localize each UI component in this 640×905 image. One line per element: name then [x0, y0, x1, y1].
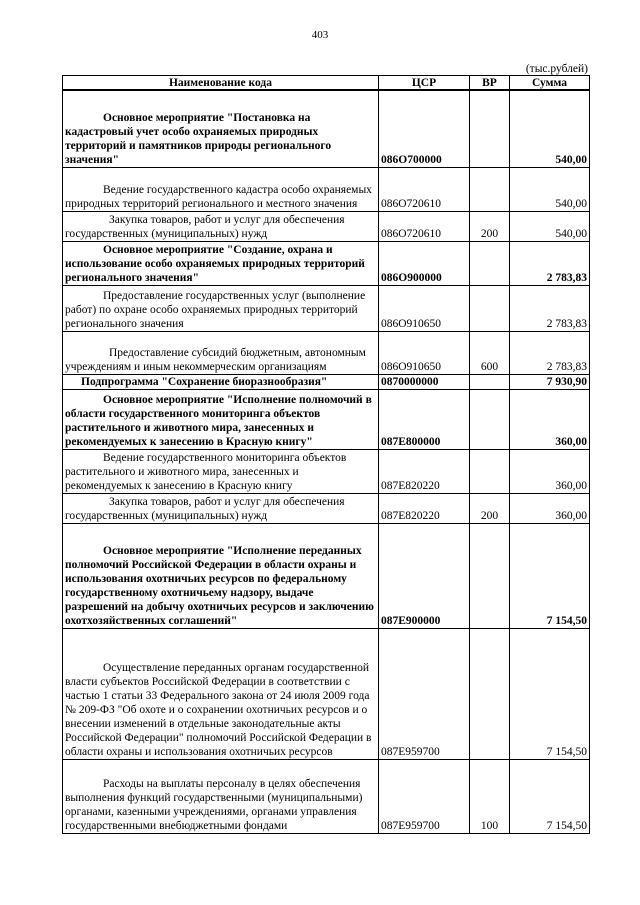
row-vr — [470, 628, 510, 759]
row-sum: 360,00 — [510, 493, 590, 523]
units-label: (тыс.рублей) — [525, 63, 588, 75]
row-csr: 086O910650 — [379, 285, 470, 331]
row-sum: 7 154,50 — [510, 759, 590, 833]
header-csr: ЦСР — [379, 76, 470, 91]
row-sum: 2 783,83 — [510, 285, 590, 331]
row-csr: 086O700000 — [379, 90, 470, 167]
table-row — [63, 167, 590, 211]
row-csr: 087E820220 — [379, 449, 470, 493]
table-row — [63, 374, 590, 389]
row-vr — [470, 241, 510, 285]
row-sum: 7 154,50 — [510, 523, 590, 628]
row-vr: 200 — [470, 493, 510, 523]
row-sum: 2 783,83 — [510, 331, 590, 374]
row-name: Ведение государственного кадастра особо охраняемых природных территорий регионального и местного значения — [65, 183, 372, 210]
table-row — [63, 90, 590, 167]
row-sum: 540,00 — [510, 167, 590, 211]
row-name: Закупка товаров, работ и услуг для обеспечения государственных (муниципальных) нужд — [65, 495, 345, 522]
row-vr — [470, 285, 510, 331]
table-row — [63, 331, 590, 374]
table-row — [63, 628, 590, 759]
row-csr: 086O900000 — [379, 241, 470, 285]
table-row — [63, 493, 590, 523]
table-row — [63, 241, 590, 285]
row-name: Основное мероприятие "Создание, охрана и использование особо охраняемых природных территорий регионального значения" — [65, 243, 365, 284]
row-csr: 087E800000 — [379, 389, 470, 449]
row-csr: 0870000000 — [379, 374, 470, 389]
header-name: Наименование кода — [63, 76, 379, 91]
row-sum: 360,00 — [510, 449, 590, 493]
budget-table — [62, 75, 590, 834]
row-sum: 540,00 — [510, 90, 590, 167]
table-row — [63, 211, 590, 241]
page-number: 403 — [311, 29, 329, 41]
row-csr: 086O720610 — [379, 211, 470, 241]
row-csr: 087E900000 — [379, 523, 470, 628]
row-name: Основное мероприятие "Исполнение полномочий в области государственного мониторинга объектов растительного и животного мира, занесенных и рекомендуемых к занесению в Красную книгу" — [65, 393, 372, 448]
row-vr — [470, 90, 510, 167]
row-name: Предоставление государственных услуг (выполнение работ) по охране особо охраняемых природных территорий регионального значения — [65, 289, 366, 330]
row-name: Осуществление переданных органам государственной власти субъектов Российской Федерации в соответствии с частью 1 статьи 33 Федерального закона от 24 июля 2009 года № 209-ФЗ "Об охоте и о сохранении охотничьих ресурсов и о внесении изменений в отдельные законодательные акты Российской Федерации" полномочий Российской Федерации в области охраны и использования охотничьих ресурсов — [65, 661, 372, 758]
row-csr: 086O720610 — [379, 167, 470, 211]
row-vr — [470, 523, 510, 628]
row-vr — [470, 167, 510, 211]
row-vr: 600 — [470, 331, 510, 374]
row-name: Предоставление субсидий бюджетным, автономным учреждениям и иным некоммерческим организациям — [65, 346, 366, 373]
row-sum: 7 154,50 — [510, 628, 590, 759]
row-name: Подпрограмма "Сохранение биоразнообразия" — [81, 375, 328, 388]
table-row — [63, 449, 590, 493]
table-row — [63, 759, 590, 833]
row-sum: 360,00 — [510, 389, 590, 449]
row-name: Расходы на выплаты персоналу в целях обеспечения выполнения функций государственными (муниципальными) органами, казенными учреждениями, органами управления государственными внебюджетными фондами — [65, 777, 363, 832]
row-csr: 087E959700 — [379, 628, 470, 759]
table-header-row — [63, 76, 590, 91]
row-csr: 087E820220 — [379, 493, 470, 523]
table-row — [63, 523, 590, 628]
row-name: Ведение государственного мониторинга объектов растительного и животного мира, занесенных и рекомендуемых к занесению в Красную книгу — [65, 451, 347, 492]
header-sum: Сумма — [510, 76, 590, 91]
row-vr — [470, 374, 510, 389]
row-name: Основное мероприятие "Исполнение переданных полномочий Российской Федерации в области охраны и использования охотничьих ресурсов по федеральному государственному охотничьему надзору, выдаче разрешений на добычу охотничьих ресурсов и заключению охотхозяйственных соглашений" — [65, 544, 374, 627]
header-vr: ВР — [470, 76, 510, 91]
row-vr — [470, 389, 510, 449]
row-name: Закупка товаров, работ и услуг для обеспечения государственных (муниципальных) нужд — [65, 213, 345, 240]
row-csr: 086O910650 — [379, 331, 470, 374]
row-name: Основное мероприятие "Постановка на кадастровый учет особо охраняемых природных территорий и памятников природы регионального значения" — [65, 111, 332, 166]
row-vr — [470, 449, 510, 493]
row-sum: 2 783,83 — [510, 241, 590, 285]
row-sum: 540,00 — [510, 211, 590, 241]
row-sum: 7 930,90 — [510, 374, 590, 389]
table-row — [63, 389, 590, 449]
row-csr: 087E959700 — [379, 759, 470, 833]
row-vr: 100 — [470, 759, 510, 833]
row-vr: 200 — [470, 211, 510, 241]
table-row — [63, 285, 590, 331]
